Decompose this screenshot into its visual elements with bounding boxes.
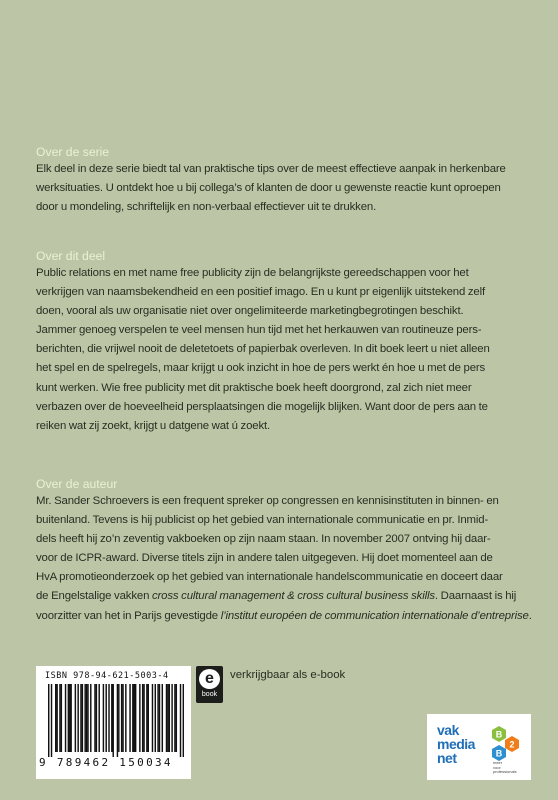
barcode-bar [51,684,52,757]
barcode-bar [77,684,78,752]
barcode-bar [121,684,122,752]
logo-word-media: media [437,736,475,752]
barcode-bar [80,684,81,752]
barcode-bar [129,684,130,752]
section-over-dit-deel [36,248,536,436]
barcode-bar [82,684,83,752]
text-segment: . [528,609,532,622]
barcode-bar [55,684,56,752]
text-line: werksituaties. U ontdekt hoe u bij collega’s of klanten de door u gewenste reactie kunt oproepen [36,182,501,195]
barcode-bar [117,684,118,757]
barcode-bar [125,684,126,752]
text-segment: voorzitter van het in Parijs gevestigde [36,609,221,622]
institute-name: l’institut européen de communication internationale d’entreprise [220,609,529,622]
text-line: verkrijgen van naamsbekendheid en een positief imago. En u kunt pr eigenlijk uitstekend zelf [36,286,485,299]
barcode-bar [171,684,172,752]
isbn-barcode [36,666,191,779]
text-line: Jammer genoeg verspelen te veel mensen hun tijd met het herkauwen van routineuze pers- [36,324,482,337]
barcode-bar [152,684,153,752]
text-segment: . Daarnaast is hij [434,590,517,603]
barcode-bar [48,684,49,757]
barcode-bar [155,684,156,752]
tagline-line: professionals [493,769,517,774]
logo-tagline [493,761,517,775]
text-line [36,587,536,606]
barcode-bar [159,684,160,752]
barcode-bar [139,684,140,752]
barcode-bar [118,684,119,752]
barcode-bar [122,684,123,752]
hex-letter: B [495,729,503,740]
text-line: Public relations en met name free publicity zijn de belangrijkste gereedschappen voor het [36,267,469,279]
tagline-line: voor [493,764,501,770]
tagline-line: meer [493,760,503,765]
section-body [36,492,536,626]
course-names: cross cultural management & cross cultural business skills [151,590,435,603]
vakmedianet-logo [427,714,531,780]
hexagon-blue-icon [491,745,507,761]
barcode-bar [56,684,57,752]
text-segment: de Engelstalige vakken [36,590,152,603]
barcode-bar [90,684,91,752]
barcode-bar [169,684,170,752]
barcode-bar [112,684,113,757]
text-line: buitenland. Tevens is hij publicist op het gebied van internationale communicatie en pr. Inmid- [36,514,489,527]
barcode-bar [180,684,181,757]
barcode-bar [162,684,163,752]
barcode-digits: 9 789462 150034 [39,756,173,769]
barcode-bar [146,684,147,752]
barcode-bar [65,684,66,752]
text-line: kunt werken. Wie free publicity met dit praktische boek heeft doorgrond, zal zich niet meer [36,381,472,394]
isbn-label: ISBN 978-94-621-5003-4 [45,671,169,681]
barcode-bar [96,684,97,752]
text-line [36,607,536,626]
barcode-bar [61,684,62,752]
barcode-bar [174,684,175,752]
text-line: doen, vooral als uw organisatie niet over ongelimiteerde marketingbegrotingen beschikt. [36,305,464,318]
section-heading: Over de auteur [36,477,118,491]
barcode-bar [69,684,70,752]
barcode-bar [98,684,99,752]
barcode-bar [157,684,158,752]
text-line: het spel en de spelregels, maar krijgt u ook inzicht in hoe de pers werkt én hoe u met de pers [36,362,486,375]
barcode-bar [68,684,69,752]
ebook-icon [196,666,223,703]
ebook-badge-label: book [201,691,218,698]
section-over-de-auteur [36,476,536,626]
barcode-bar [70,684,71,752]
text-line: voor de ICPR-award. Diverse titels zijn in andere talen uitgegeven. Hij doet momenteel aan de [36,552,493,565]
section-body [36,160,536,217]
text-line: Elk deel in deze serie biedt tal van praktische tips over de meest effectieve aanpak in herkenbare [36,163,506,175]
barcode-bar [75,684,76,752]
barcode-bar [134,684,135,752]
section-body [36,264,536,436]
barcode-bars [48,684,184,757]
barcode-bar [143,684,144,752]
barcode-bar [103,684,104,752]
barcode-bar [142,684,143,752]
barcode-bar [111,684,112,752]
section-heading: Over dit deel [36,249,106,263]
text-line: Mr. Sander Schroevers is een frequent spreker op congressen en kennisinstituten in binnen- en [36,495,499,507]
barcode-bar [135,684,136,752]
ebook-badge-letter: e [199,669,220,689]
barcode-bar [183,684,184,757]
text-line: verbazen over de hoeveelheid persplaatsingen die mogelijk blijken. Want door de pers aan te [36,400,488,413]
text-line: berichten, die vrijwel nooit de deletetoets of papierbak overleven. In dit boek leert u niet alleen [36,343,490,356]
hex-number: 2 [509,739,515,750]
logo-word-vak: vak [437,722,459,738]
ebook-availability-text: verkrijgbaar als e-book [230,669,346,681]
section-heading: Over de serie [36,145,110,159]
section-over-de-serie [36,144,536,217]
barcode-bar [86,684,87,752]
barcode-bar [87,684,88,752]
text-line: dels heeft hij zo’n zeventig vakboeken op zijn naam staan. In november 2007 ontving hij daar- [36,533,491,546]
barcode-bar [94,684,95,752]
barcode-bar [84,684,85,752]
barcode-bar [176,684,177,752]
barcode-bar [132,684,133,752]
barcode-bar [59,684,60,752]
hex-letter: B [495,748,503,759]
barcode-bar [166,684,167,752]
barcode-bar [105,684,106,752]
barcode-bar [167,684,168,752]
logo-word-net: net [437,750,457,766]
text-line: HvA promotieonderzoek op het gebied van internationale handelscommunicatie en doceert daar [36,571,503,584]
barcode-bar [108,684,109,752]
text-line: reiken wat zij zoekt, krijgt u datgene wat ú zoekt. [36,419,271,432]
barcode-bar [148,684,149,752]
text-line: door u mondeling, schriftelijk en non-verbaal effectiever uit te drukken. [36,201,377,214]
